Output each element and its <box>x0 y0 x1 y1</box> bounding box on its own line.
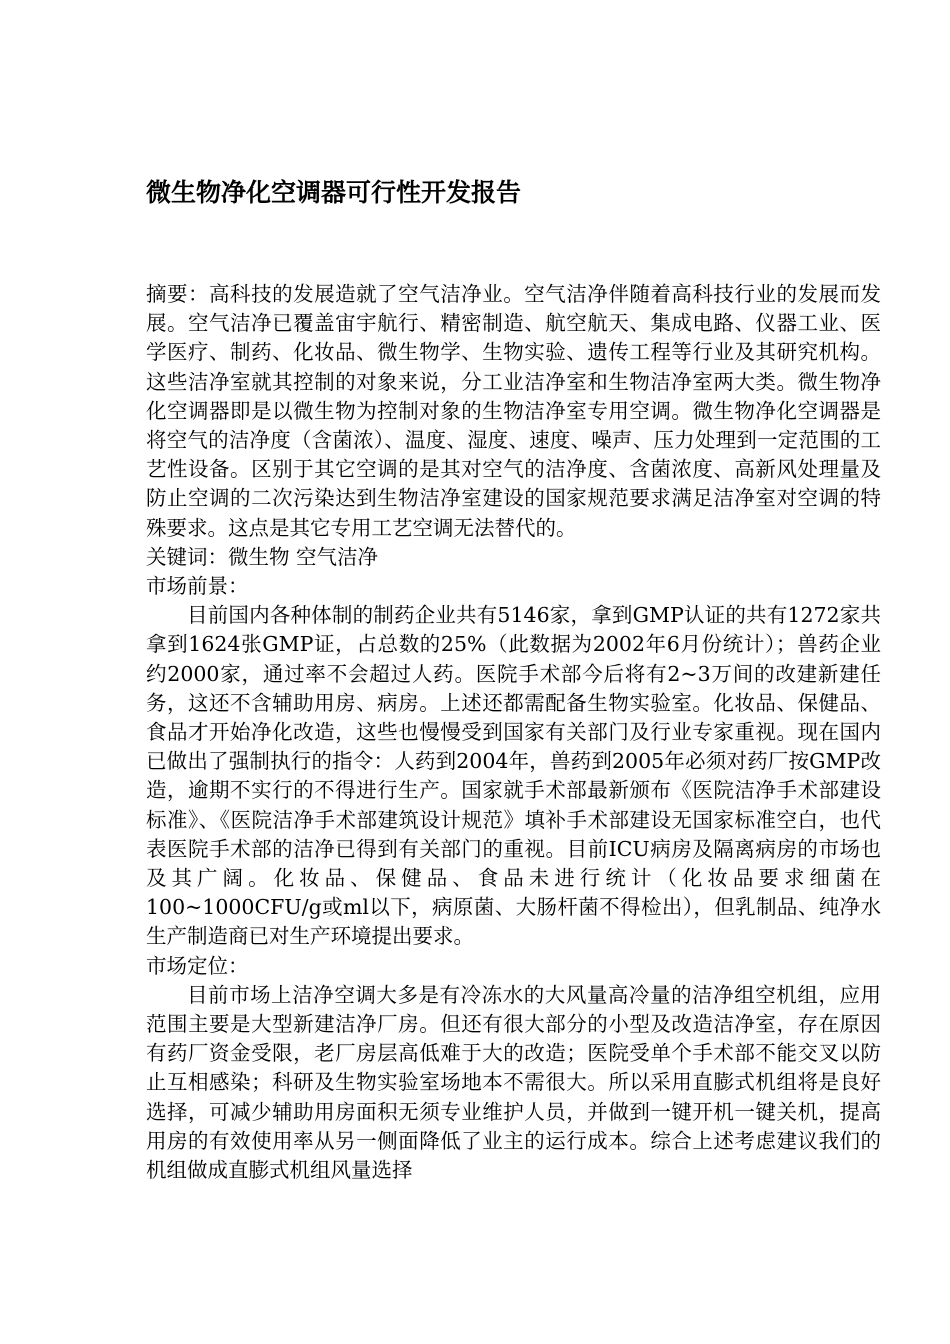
market-position-heading: 市场定位： <box>146 953 249 978</box>
abstract-paragraph: 摘要：高科技的发展造就了空气洁净业。空气洁净伴随着高科技行业的发展而发展。空气洁净已覆盖宙宇航行、精密制造、航空航天、集成电路、仪器工业、医学医疗、制药、化妆品、微生物学、生物实验、遗传工程等行业及其研究机构。这些洁净室就其控制的对象来说，分工业洁净室和生物洁净室两大类。微生物净化空调器即是以微生物为控制对象的生物洁净室专用空调。微生物净化空调器是将空气的洁净度（含菌浓）、温度、湿度、速度、噪声、压力处理到一定范围的工艺性设备。区别于其它空调的是其对空气的洁净度、含菌浓度、高新风处理量及防止空调的二次污染达到生物洁净室建设的国家规范要求满足洁净室对空调的特殊要求。这点是其它专用工艺空调无法替代的。 <box>146 282 881 540</box>
market-position-paragraph: 目前市场上洁净空调大多是有冷冻水的大风量高冷量的洁净组空机组，应用范围主要是大型新建洁净厂房。但还有很大部分的小型及改造洁净室，存在原因有药厂资金受限，老厂房层高低难于大的改造；医院受单个手术部不能交叉以防止互相感染；科研及生物实验室场地本不需很大。所以采用直膨式机组将是良好选择，可减少辅助用房面积无须专业维护人员，并做到一键开机一键关机，提高用房的有效使用率从另一侧面降低了业主的运行成本。综合上述考虑建议我们的机组做成直膨式机组风量选择 <box>146 982 881 1183</box>
keywords-line: 关键词：微生物 空气洁净 <box>146 544 379 569</box>
market-outlook-paragraph: 目前国内各种体制的制药企业共有5146家，拿到GMP认证的共有1272家共拿到1624张GMP证，占总数的25%（此数据为2002年6月份统计）；兽药企业约2000家，通过率不会超过人药。医院手术部今后将有2~3万间的改建新建任务，这还不含辅助用房、病房。上述还都需配备生物实验室。化妆品、保健品、食品才开始净化改造，这些也慢慢受到国家有关部门及行业专家重视。现在国内已做出了强制执行的指令：人药到2004年，兽药到2005年必须对药厂按GMP改造，逾期不实行的不得进行生产。国家就手术部最新颁布《医院洁净手术部建设标准》、《医院洁净手术部建筑设计规范》填补手术部建设无国家标准空白，也代表医院手术部的洁净已得到有关部门的重视。目前ICU病房及隔离病房的市场也及其广阔。化妆品、保健品、食品未进行统计（化妆品要求细菌在100~1000CFU/g或ml以下，病原菌、大肠杆菌不得检出），但乳制品、纯净水生产制造商已对生产环境提出要求。 <box>146 603 881 949</box>
document-body <box>146 280 881 1185</box>
market-outlook-heading: 市场前景： <box>146 574 249 599</box>
document-title: 微生物净化空调器可行性开发报告 <box>146 178 522 207</box>
